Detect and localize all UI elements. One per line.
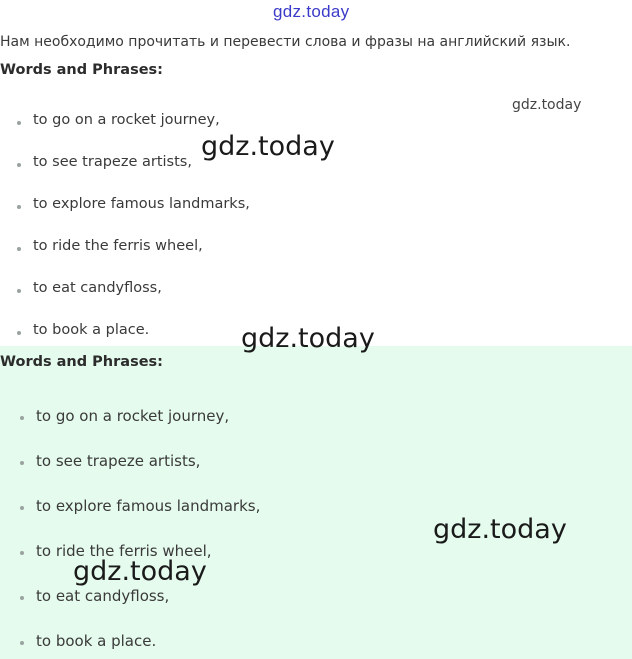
watermark: gdz.today [201,131,335,162]
intro-text: Нам необходимо прочитать и перевести слова и фразы на английский язык. [0,34,571,50]
list-item: to eat candyfloss, [33,280,162,296]
question-heading: Words and Phrases: [0,62,163,78]
watermark: gdz.today [433,514,567,545]
list-item: to explore famous landmarks, [36,497,261,515]
list-item: to go on a rocket journey, [33,112,220,128]
list-item: to eat candyfloss, [36,587,170,605]
site-logo[interactable]: gdz.today [273,2,350,21]
list-item: to ride the ferris wheel, [36,542,212,560]
list-item: to see trapeze artists, [36,452,201,470]
list-item: to ride the ferris wheel, [33,238,203,254]
list-item: to book a place. [33,322,150,338]
list-item: to explore famous landmarks, [33,196,250,212]
watermark: gdz.today [73,556,207,587]
list-item: to see trapeze artists, [33,154,192,170]
list-item: to go on a rocket journey, [36,407,230,425]
watermark: gdz.today [512,97,582,113]
list-item: to book a place. [36,632,157,650]
watermark: gdz.today [241,323,375,354]
answer-heading: Words and Phrases: [0,354,163,370]
